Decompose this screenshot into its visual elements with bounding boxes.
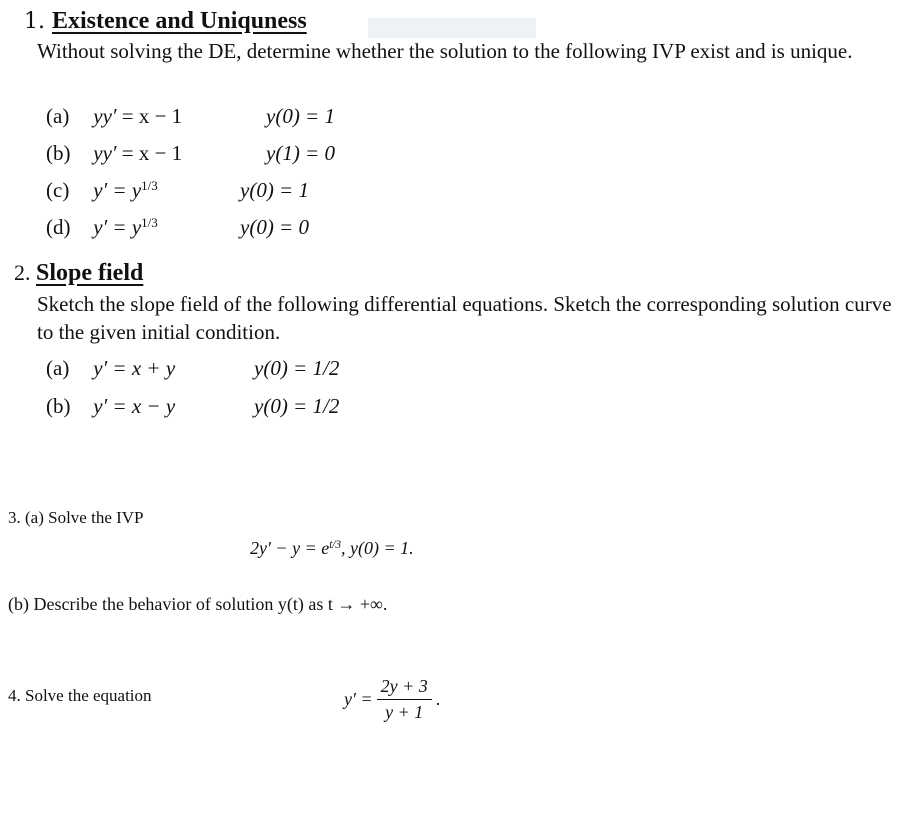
part-label: (b) (46, 141, 71, 165)
equation-lhs: y′ = y (93, 215, 142, 239)
part-label: (c) (46, 178, 70, 202)
q1-part-d (46, 215, 158, 240)
part-label: (d) (46, 215, 71, 239)
q1-part-b (46, 141, 182, 166)
equation-rhs: = x − 1 (121, 104, 183, 128)
q4-numerator: 2y + 3 (377, 676, 432, 700)
q1-part-c-ic: y(0) = 1 (240, 178, 309, 202)
part-label: (a) (46, 104, 70, 128)
q1-part-b-ic: y(1) = 0 (266, 141, 335, 165)
q3-initial-condition: , y(0) = 1. (340, 538, 414, 558)
q4-trailing-period: . (435, 689, 441, 709)
q4-equation (344, 676, 440, 723)
equation-lhs: y′ = y (93, 178, 142, 202)
q1-title: Existence and Uniquness (52, 8, 307, 34)
equation-exponent: 1/3 (141, 177, 158, 193)
q3-part-b: (b) Describe the behavior of solution y(t) as t → +∞. (8, 594, 388, 614)
q2-heading (14, 260, 143, 287)
q1-prompt: Without solving the DE, determine whether the solution to the following IVP exist and is unique. (37, 39, 853, 63)
q2-part-a-ic: y(0) = 1/2 (254, 356, 340, 380)
q2-prompt: Sketch the slope field of the following differential equations. Sketch the corresponding solution curve to the given initial condition. (37, 292, 892, 344)
q1-part-c (46, 178, 158, 203)
q2-part-b (46, 394, 175, 419)
equation-lhs: yy′ (93, 104, 117, 128)
q3-intro: 3. (a) Solve the IVP (8, 508, 144, 527)
part-label: (a) (46, 356, 70, 380)
q1-number: 1. (24, 9, 45, 34)
q2-part-b-ic: y(0) = 1/2 (254, 394, 340, 418)
q3-equation (250, 538, 414, 559)
q2-number: 2. (14, 260, 31, 285)
equation: y′ = x + y (93, 356, 176, 380)
q4-denominator: y + 1 (385, 702, 424, 722)
equation-lhs: yy′ (93, 141, 117, 165)
q4-fraction (377, 676, 432, 723)
q1-heading (24, 8, 307, 35)
watermark-overlay (368, 18, 536, 38)
q4-intro: 4. Solve the equation (8, 686, 152, 705)
q2-part-a (46, 356, 175, 381)
q1-part-d-ic: y(0) = 0 (240, 215, 309, 239)
q3-equation-exponent: t/3 (329, 538, 341, 551)
equation: y′ = x − y (93, 394, 176, 418)
q3-equation-main: 2y′ − y = e (250, 538, 330, 558)
equation-rhs: = x − 1 (121, 141, 183, 165)
q2-title: Slope field (36, 260, 144, 286)
part-label: (b) (46, 394, 71, 418)
q1-part-a (46, 104, 182, 129)
equation-exponent: 1/3 (141, 214, 158, 230)
q4-lhs: y′ = (344, 689, 373, 709)
q1-part-a-ic: y(0) = 1 (266, 104, 335, 128)
